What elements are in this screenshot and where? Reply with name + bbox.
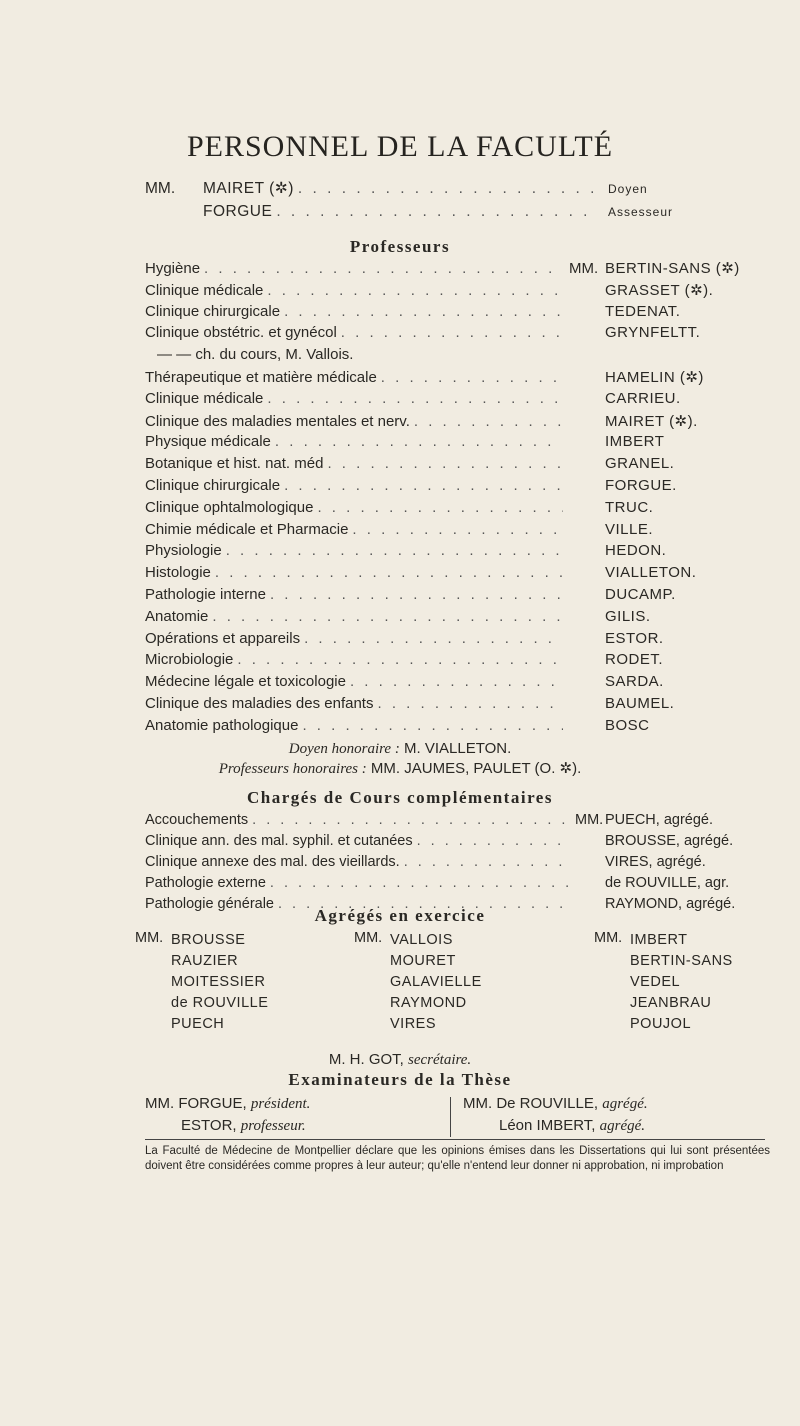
subject: Pathologie externe [145,875,266,891]
assessor-name: FORGUE [203,203,273,220]
subject: Hygiène [145,260,201,277]
dot-leader [237,651,563,668]
dot-leader [284,477,563,494]
subject: Clinique chirurgicale [145,302,281,320]
professor-name: HEDON. [605,542,667,560]
subject: Clinique des maladies mentales et nerv. [145,412,410,430]
agrege-name: VALLOIS [390,932,453,948]
professor-row [145,695,755,717]
agrege-name: BERTIN-SANS [630,953,733,969]
doyen-honoraire-line [0,739,800,759]
professor-row [145,586,755,608]
agrege-name: BROUSSE [171,932,246,948]
dot-leader [381,369,563,386]
assessor-row [145,201,674,223]
doyen-honoraire-label: Doyen honoraire : [288,741,400,757]
professor-name: GRANEL. [605,455,675,473]
professor-name: TEDENAT. [605,302,681,320]
mm-label: MM. [135,930,164,946]
professeurs-heading: Professeurs [349,237,451,256]
subject: Microbiologie [145,651,234,669]
subject: Clinique des maladies des enfants [145,694,374,712]
examinateurs-heading: Examinateurs de la Thèse [288,1070,512,1089]
professor-name: TRUC. [605,498,654,516]
agreges-heading: Agrégés en exercice [314,906,486,925]
dot-leader [215,564,563,581]
agreges-col-3 [594,930,733,1035]
subject: Clinique médicale [145,389,264,407]
subject: Clinique ann. des mal. syphil. et cutanées [145,833,413,849]
agrege-name: VIRES [390,1016,437,1032]
dot-leader [317,499,563,516]
dean-role: Doyen [608,182,648,196]
dot-leader [414,413,563,430]
professor-name: VILLE. [605,520,654,538]
dot-leader [304,630,563,647]
professor-row [145,499,755,521]
professor-row [145,281,755,303]
professor-row [145,673,755,695]
professor-name: IMBERT [605,433,665,451]
examinateurs-left [145,1093,310,1137]
mm-label: MM. [594,930,623,946]
professor-row [145,324,755,346]
charges-list [145,812,775,917]
dean-name: MAIRET (✲) [203,180,294,197]
agrege-name: RAUZIER [171,953,239,969]
subject: Anatomie [145,607,209,625]
professor-name: MAIRET (✲). [605,412,698,430]
agreges-col-2 [354,930,482,1035]
dot-leader [204,260,563,277]
professor-name: SARDA. [605,673,664,691]
examiner-role: agrégé. [602,1096,648,1112]
charge-row [145,875,775,896]
lecturer-name: PUECH, agrégé. [605,812,713,828]
professeurs-honoraires-label: Professeurs honoraires : [218,761,367,777]
dot-leader [417,833,569,849]
subject: Pathologie générale [145,896,274,912]
examinateurs-right [463,1093,648,1137]
professor-name: GRYNFELTT. [605,324,701,342]
professeurs-list [145,259,755,739]
examiner-line [145,1115,310,1137]
professor-row [145,651,755,673]
professor-row [145,259,755,281]
professor-name: BOSC [605,716,650,734]
professor-row [145,717,755,739]
mm-label: MM. [145,180,176,197]
disclaimer-footnote: La Faculté de Médecine de Montpellier déclare que les opinions émises dans les Dissertations qui lui sont présentées doivent être considérées comme propres à leur auteur; qu'elle n'entend leur donner ni approbation, ni improbation [145,1145,770,1172]
column-divider [450,1097,451,1137]
professor-row [145,477,755,499]
subject: Pathologie interne [145,585,266,603]
professor-name: GILIS. [605,607,651,625]
secretary-title: secrétaire. [408,1052,472,1068]
professeurs-honoraires-names: MM. JAUMES, PAULET (O. ✲). [370,760,582,777]
subject: Clinique annexe des mal. des vieillards. [145,854,400,870]
agreges-col-1 [135,930,269,1035]
lecturer-name: de ROUVILLE, agr. [605,875,730,891]
subject: Chimie médicale et Pharmacie [145,520,349,538]
agrege-name: GALAVIELLE [390,974,482,990]
examiner-name: ESTOR, [181,1117,237,1134]
examiner-name: MM. FORGUE, [145,1095,247,1112]
examiner-line [463,1115,648,1137]
dot-leader [276,201,598,223]
lecturer-name: VIRES, agrégé. [605,854,706,870]
dot-leader [270,875,569,891]
charges-heading: Chargés de Cours complémentaires [247,788,553,807]
professor-row [145,564,755,586]
subject: Physique médicale [145,433,271,451]
agrege-name: JEANBRAU [630,995,712,1011]
examiner-role: professeur. [240,1118,306,1134]
course-note-row [145,346,755,368]
professor-row [145,368,755,390]
agrege-name: MOURET [390,953,456,969]
dot-leader [327,455,563,472]
professor-name: CARRIEU. [605,389,681,407]
professor-name: GRASSET (✲). [605,281,714,299]
dot-leader [298,178,598,200]
dot-leader [404,854,569,870]
examiner-name: MM. De ROUVILLE, [463,1095,599,1112]
professor-name: VIALLETON. [605,564,697,582]
dot-leader [270,586,563,603]
agrege-name: de ROUVILLE [171,995,269,1011]
professor-name: BAUMEL. [605,694,675,712]
dot-leader [352,521,563,538]
professeurs-honoraires-line [0,759,800,779]
dot-leader [275,433,563,450]
subject: Accouchements [145,812,249,828]
dot-leader [284,303,563,320]
agrege-name: VEDEL [630,974,681,990]
dot-leader [350,673,563,690]
professor-row [145,542,755,564]
subject: Thérapeutique et matière médicale [145,368,377,386]
professor-row [145,608,755,630]
subject: Clinique ophtalmologique [145,498,314,516]
examiner-name: Léon IMBERT, [499,1117,596,1134]
subject: Clinique obstétric. et gynécol [145,324,337,342]
course-note: — — ch. du cours, M. Vallois. [157,346,354,364]
agrege-name: PUECH [171,1016,225,1032]
examiner-line [145,1093,310,1115]
charge-row [145,812,775,833]
examiner-role: agrégé. [599,1118,646,1134]
professor-row [145,630,755,652]
professor-row [145,521,755,543]
professor-name: FORGUE. [605,476,677,494]
dot-leader [267,282,563,299]
professor-row [145,455,755,477]
dot-leader [226,542,563,559]
mm-label: MM. [354,930,383,946]
agrege-name: IMBERT [630,932,688,948]
professor-row [145,412,755,434]
charge-row [145,854,775,875]
professor-name: DUCAMP. [605,585,676,603]
dot-leader [267,390,563,407]
professor-row [145,433,755,455]
professor-row [145,303,755,325]
subject: Clinique médicale [145,281,264,299]
subject: Physiologie [145,542,222,560]
professor-name: ESTOR. [605,629,664,647]
secretary-name: M. H. GOT, [328,1051,404,1068]
dot-leader [252,812,569,828]
agrege-name: MOITESSIER [171,974,266,990]
examiner-line [463,1093,648,1115]
subject: Opérations et appareils [145,629,301,647]
subject: Anatomie pathologique [145,716,299,734]
charge-row [145,833,775,854]
lecturer-name: RAYMOND, agrégé. [605,896,736,912]
dean-row [145,178,670,200]
secretary-line [0,1051,800,1069]
examiner-role: président. [250,1096,311,1112]
subject: Histologie [145,564,211,582]
agrege-name: RAYMOND [390,995,467,1011]
page-title: PERSONNEL DE LA FACULTÉ [186,130,614,163]
professor-name: RODET. [605,651,664,669]
subject: Clinique chirurgicale [145,476,281,494]
professor-name: HAMELIN (✲) [605,368,704,386]
mm-label: MM. [575,812,604,828]
dot-leader [341,324,563,341]
lecturer-name: BROUSSE, agrégé. [605,833,734,849]
dot-leader [302,717,563,734]
dot-leader [212,608,563,625]
assessor-role: Assesseur [608,205,674,219]
doyen-honoraire-name: M. VIALLETON. [404,740,512,757]
subject: Médecine légale et toxicologie [145,673,346,691]
dot-leader [377,695,563,712]
subject: Botanique et hist. nat. méd [145,455,324,473]
professor-name: BERTIN-SANS (✲) [605,260,740,277]
rule-divider [145,1139,765,1140]
agrege-name: POUJOL [630,1016,692,1032]
mm-label: MM. [569,260,599,277]
professor-row [145,390,755,412]
